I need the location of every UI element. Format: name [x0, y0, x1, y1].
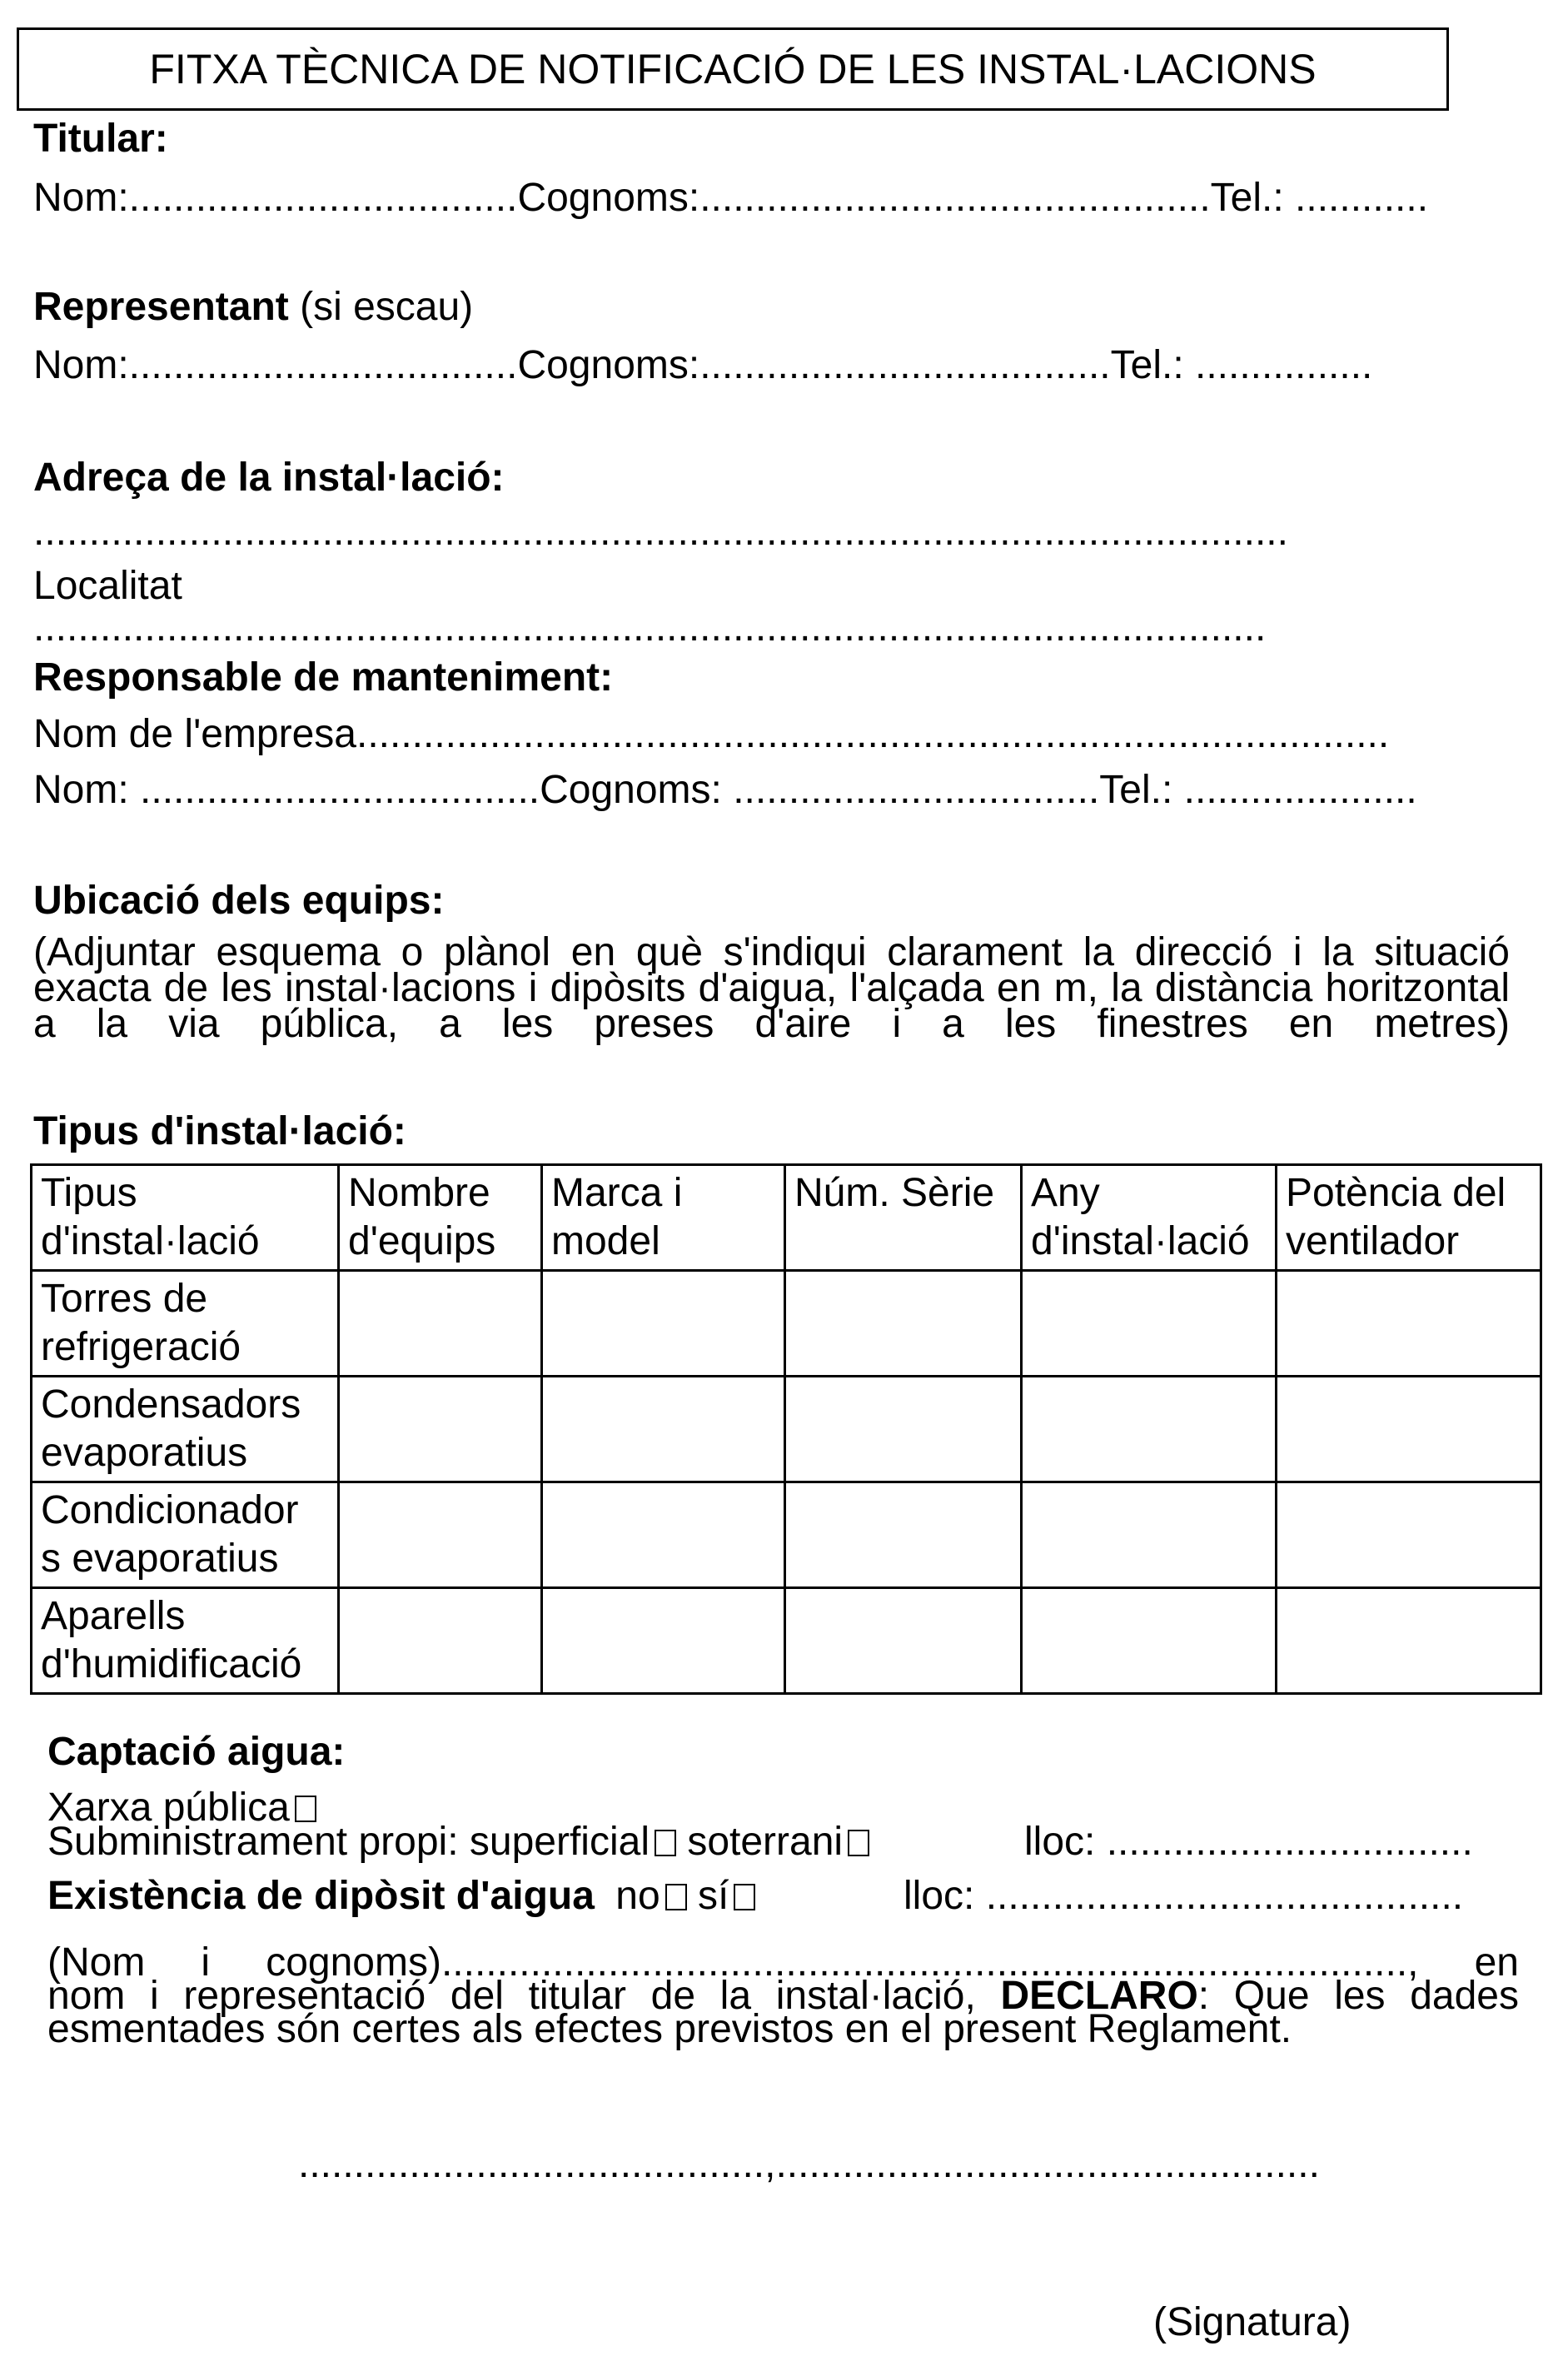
representant-fields[interactable]: Nom:...................................Cognoms:.....................................Tel.: ................ [33, 343, 1373, 387]
ubicacio-heading: Ubicació dels equips: [33, 879, 445, 923]
table-cell[interactable] [1022, 1377, 1277, 1482]
table-row [32, 1588, 1541, 1694]
row-label: Torres de refrigeració [32, 1271, 339, 1377]
adreca-heading: Adreça de la instal·lació: [33, 456, 505, 500]
col-header: Any d'instal·lació [1022, 1165, 1277, 1271]
soterrani-label: soterrani [687, 1820, 844, 1864]
subministrament-row [47, 1822, 869, 1862]
table-row [32, 1377, 1541, 1482]
diposit-no-checkbox[interactable] [665, 1884, 687, 1910]
table-cell[interactable] [1022, 1588, 1277, 1694]
soterrani-checkbox[interactable] [848, 1830, 869, 1856]
signature-line[interactable]: ..........................................,................................................. [298, 2142, 1320, 2186]
table-cell[interactable] [1277, 1588, 1541, 1694]
signature-label: (Signatura) [1153, 2300, 1351, 2344]
table-cell[interactable] [1277, 1271, 1541, 1377]
lloc-captacio-field[interactable]: lloc: ................................. [1024, 1820, 1473, 1864]
col-header: Potència del ventilador [1277, 1165, 1541, 1271]
table-cell[interactable] [785, 1271, 1022, 1377]
diposit-si-checkbox[interactable] [734, 1884, 755, 1910]
table-cell[interactable] [785, 1588, 1022, 1694]
col-header: Marca i model [542, 1165, 785, 1271]
table-cell[interactable] [339, 1271, 542, 1377]
table-row [32, 1482, 1541, 1588]
titular-fields[interactable]: Nom:...................................Cognoms:..............................................Tel.: ............ [33, 176, 1429, 220]
representant-heading: Representant [33, 285, 289, 329]
superficial-checkbox[interactable] [655, 1830, 676, 1856]
titular-heading: Titular: [33, 117, 168, 161]
declaro-keyword: DECLARO [1000, 1974, 1198, 2018]
diposit-no-label: no [615, 1874, 660, 1918]
table-cell[interactable] [1277, 1482, 1541, 1588]
diposit-label: Existència de dipòsit d'aigua [47, 1874, 595, 1918]
row-label: Aparells d'humidificació [32, 1588, 339, 1694]
col-header: Tipus d'instal·lació [32, 1165, 339, 1271]
installation-table [30, 1163, 1542, 1695]
table-header-row [32, 1165, 1541, 1271]
captacio-heading: Captació aigua: [47, 1730, 346, 1774]
representant-note: (si escau) [300, 285, 474, 329]
declaracio-line-1: (Nom i cognoms)......................................................................................., en [47, 1940, 1519, 1985]
table-row [32, 1271, 1541, 1377]
manteniment-fields[interactable]: Nom: ....................................Cognoms: .................................Tel.: ..................... [33, 768, 1417, 812]
table-cell[interactable] [339, 1588, 542, 1694]
ubicacio-instructions: (Adjuntar esquema o plànol en què s'indiqui clarament la direcció i la situació exacta de les instal·lacions i dipòsits d'aigua, l'alçada en m, la distància horitzontal a la via pública, a les preses d'aire i a les finestres en metres) [33, 930, 1510, 1046]
manteniment-empresa-field[interactable]: Nom de l'empresa............................................................................................. [33, 712, 1390, 756]
xarxa-label: Xarxa pública [47, 1786, 290, 1830]
table-cell[interactable] [1022, 1482, 1277, 1588]
table-cell[interactable] [542, 1482, 785, 1588]
localitat-field[interactable]: ............................................................................................................... [33, 605, 1267, 650]
diposit-si-label: sí [697, 1874, 729, 1918]
declaracio-line-2: nom i representació del titular de la instal·lació, DECLARO: Que les dades [47, 1974, 1519, 2018]
diposit-row [47, 1876, 755, 1916]
adreca-field[interactable]: ................................................................................................................. [33, 510, 1288, 554]
tipus-heading: Tipus d'instal·lació: [33, 1109, 406, 1153]
form-title: FITXA TÈCNICA DE NOTIFICACIÓ DE LES INSTAL·LACIONS [17, 27, 1449, 111]
declaracio-line-3: esmentades són certes als efectes previstos en el present Reglament. [47, 2007, 1292, 2051]
row-label: Condicionador s evaporatius [32, 1482, 339, 1588]
manteniment-heading: Responsable de manteniment: [33, 655, 614, 700]
localitat-label: Localitat [33, 564, 182, 608]
table-cell[interactable] [339, 1377, 542, 1482]
lloc-diposit-field[interactable]: lloc: ........................................... [903, 1874, 1464, 1918]
table-cell[interactable] [542, 1588, 785, 1694]
table-cell[interactable] [542, 1377, 785, 1482]
col-header: Núm. Sèrie [785, 1165, 1022, 1271]
table-cell[interactable] [1022, 1271, 1277, 1377]
table-cell[interactable] [785, 1377, 1022, 1482]
subministrament-label: Subministrament propi: superficial [47, 1820, 650, 1864]
row-label: Condensadors evaporatius [32, 1377, 339, 1482]
col-header: Nombre d'equips [339, 1165, 542, 1271]
table-cell[interactable] [1277, 1377, 1541, 1482]
representant-heading-row [33, 287, 473, 327]
table-cell[interactable] [542, 1271, 785, 1377]
table-cell[interactable] [785, 1482, 1022, 1588]
xarxa-checkbox[interactable] [295, 1796, 316, 1822]
table-cell[interactable] [339, 1482, 542, 1588]
